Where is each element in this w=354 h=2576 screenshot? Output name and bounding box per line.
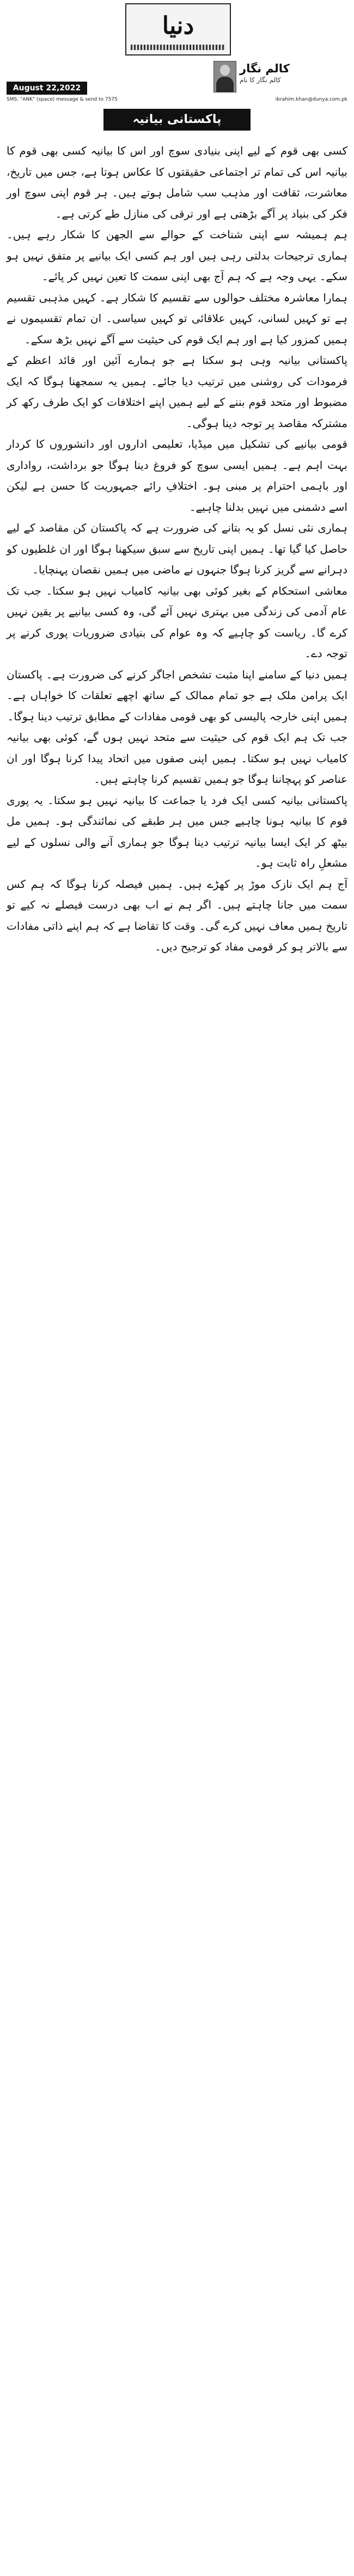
author-email[interactable]: ibrahim.khan@dunya.com.pk [275, 97, 347, 102]
page-header [0, 0, 354, 126]
article-body [7, 140, 347, 957]
masthead-logo: دنیا [162, 12, 194, 40]
article-paragraph: معاشی استحکام کے بغیر کوئی بھی بیانیہ کامیاب نہیں ہو سکتا۔ جب تک عام آدمی کی زندگی میں بہتری نہیں آئے گی، وہ کسی بیانیے پر یقین نہیں کرے گا۔ ریاست کو چاہیے کہ وہ عوام کی بنیادی ضروریات پوری کرنے پر توجہ دے۔ [7, 584, 347, 660]
article-title: پاکستانی بیانیہ [103, 109, 251, 131]
publication-date: August 22,2022 [7, 82, 87, 95]
newspaper-masthead [125, 3, 231, 55]
article-paragraph: جب تک ہم ایک قوم کی حیثیت سے متحد نہیں ہوں گے، کوئی بھی بیانیہ کامیاب نہیں ہو سکتا۔ ہمیں اپنی صفوں میں اتحاد پیدا کرنا ہوگا اور ان عناصر کو پہچاننا ہوگا جو ہمیں تقسیم کرنا چاہتے ہیں۔ [7, 731, 347, 786]
contact-line [7, 97, 347, 106]
author-subtitle: کالم نگار کا نام [240, 76, 281, 84]
masthead-decoration [131, 45, 225, 50]
article-paragraph: پاکستانی بیانیہ کسی ایک فرد یا جماعت کا بیانیہ نہیں ہو سکتا۔ یہ پوری قوم کا بیانیہ ہونا چاہیے جس میں ہر طبقے کی نمائندگی ہو۔ ہمیں مل بیٹھ کر ایک ایسا بیانیہ ترتیب دینا ہوگا جو ہماری آنے والی نسلوں کے لیے مشعلِ راہ ثابت ہو۔ [7, 793, 347, 869]
article-paragraph: پاکستانی بیانیہ وہی ہو سکتا ہے جو ہمارے آئین اور قائد اعظم کے فرمودات کی روشنی میں ترتیب دیا جائے۔ ہمیں یہ سمجھنا ہوگا کہ ایک مضبوط اور متحد قوم بننے کے لیے ہمیں اپنے اختلافات کو ایک طرف رکھ کر مشترکہ مقاصد پر توجہ دینا ہوگی۔ [7, 354, 347, 430]
article-paragraph: قومی بیانیے کی تشکیل میں میڈیا، تعلیمی اداروں اور دانشوروں کا کردار بہت اہم ہے۔ ہمیں ایسی سوچ کو فروغ دینا ہوگا جو برداشت، رواداری اور باہمی احترام پر مبنی ہو۔ اختلافِ رائے جمہوریت کا حسن ہے لیکن اسے دشمنی میں نہیں بدلنا چاہیے۔ [7, 437, 347, 514]
sms-instructions: SMS: "ANK" (space) message & send to 7575 [7, 97, 118, 102]
article-paragraph: ہمارا معاشرہ مختلف حوالوں سے تقسیم کا شکار ہے۔ کہیں مذہبی تقسیم ہے تو کہیں لسانی، کہیں علاقائی تو کہیں سیاسی۔ ان تمام تقسیموں نے ہمیں کمزور کیا ہے اور ہم ایک قوم کی حیثیت سے آگے نہیں بڑھ سکے۔ [7, 291, 347, 346]
article-paragraph: کسی بھی قوم کے لیے اپنی بنیادی سوچ اور اس کا بیانیہ کسی بھی قوم کا بیانیہ اس کی تمام تر اجتماعی حقیقتوں کا عکاس ہوتا ہے، جس میں تاریخ، معاشرت، ثقافت اور مذہب سب شامل ہوتے ہیں۔ ہر قوم اپنی سوچ اور فکر کی بنیاد پر آگے بڑھتی ہے اور ترقی کی منازل طے کرتی ہے۔ [7, 144, 347, 220]
author-photo [213, 61, 236, 92]
article-paragraph: آج ہم ایک نازک موڑ پر کھڑے ہیں۔ ہمیں فیصلہ کرنا ہوگا کہ ہم کس سمت میں جانا چاہتے ہیں۔ اگر ہم نے اب بھی درست فیصلے نہ کیے تو تاریخ ہمیں معاف نہیں کرے گی۔ وقت کا تقاضا ہے کہ ہم اپنے ذاتی مفادات سے بالاتر ہو کر قومی مفاد کو ترجیح دیں۔ [7, 877, 347, 953]
article-paragraph: ہمیں دنیا کے سامنے اپنا مثبت تشخص اجاگر کرنے کی ضرورت ہے۔ پاکستان ایک پرامن ملک ہے جو تمام ممالک کے ساتھ اچھے تعلقات کا خواہاں ہے۔ ہمیں اپنی خارجہ پالیسی کو بھی قومی مفادات کے مطابق ترتیب دینا ہوگا۔ [7, 668, 347, 723]
article-paragraph: ہم ہمیشہ سے اپنی شناخت کے حوالے سے الجھن کا شکار رہے ہیں۔ ہماری ترجیحات بدلتی رہی ہیں اور ہم کسی ایک بیانیے پر متفق نہیں ہو سکے۔ یہی وجہ ہے کہ ہم آج بھی اپنی سمت کا تعین نہیں کر پائے۔ [7, 228, 347, 283]
author-name: کالم نگار [240, 62, 290, 75]
article-paragraph: ہماری نئی نسل کو یہ بتانے کی ضرورت ہے کہ پاکستان کن مقاصد کے لیے حاصل کیا گیا تھا۔ ہمیں اپنی تاریخ سے سبق سیکھنا ہوگا اور ان غلطیوں کو دہرانے سے گریز کرنا ہوگا جنہوں نے ماضی میں ہمیں نقصان پہنچایا۔ [7, 521, 347, 576]
